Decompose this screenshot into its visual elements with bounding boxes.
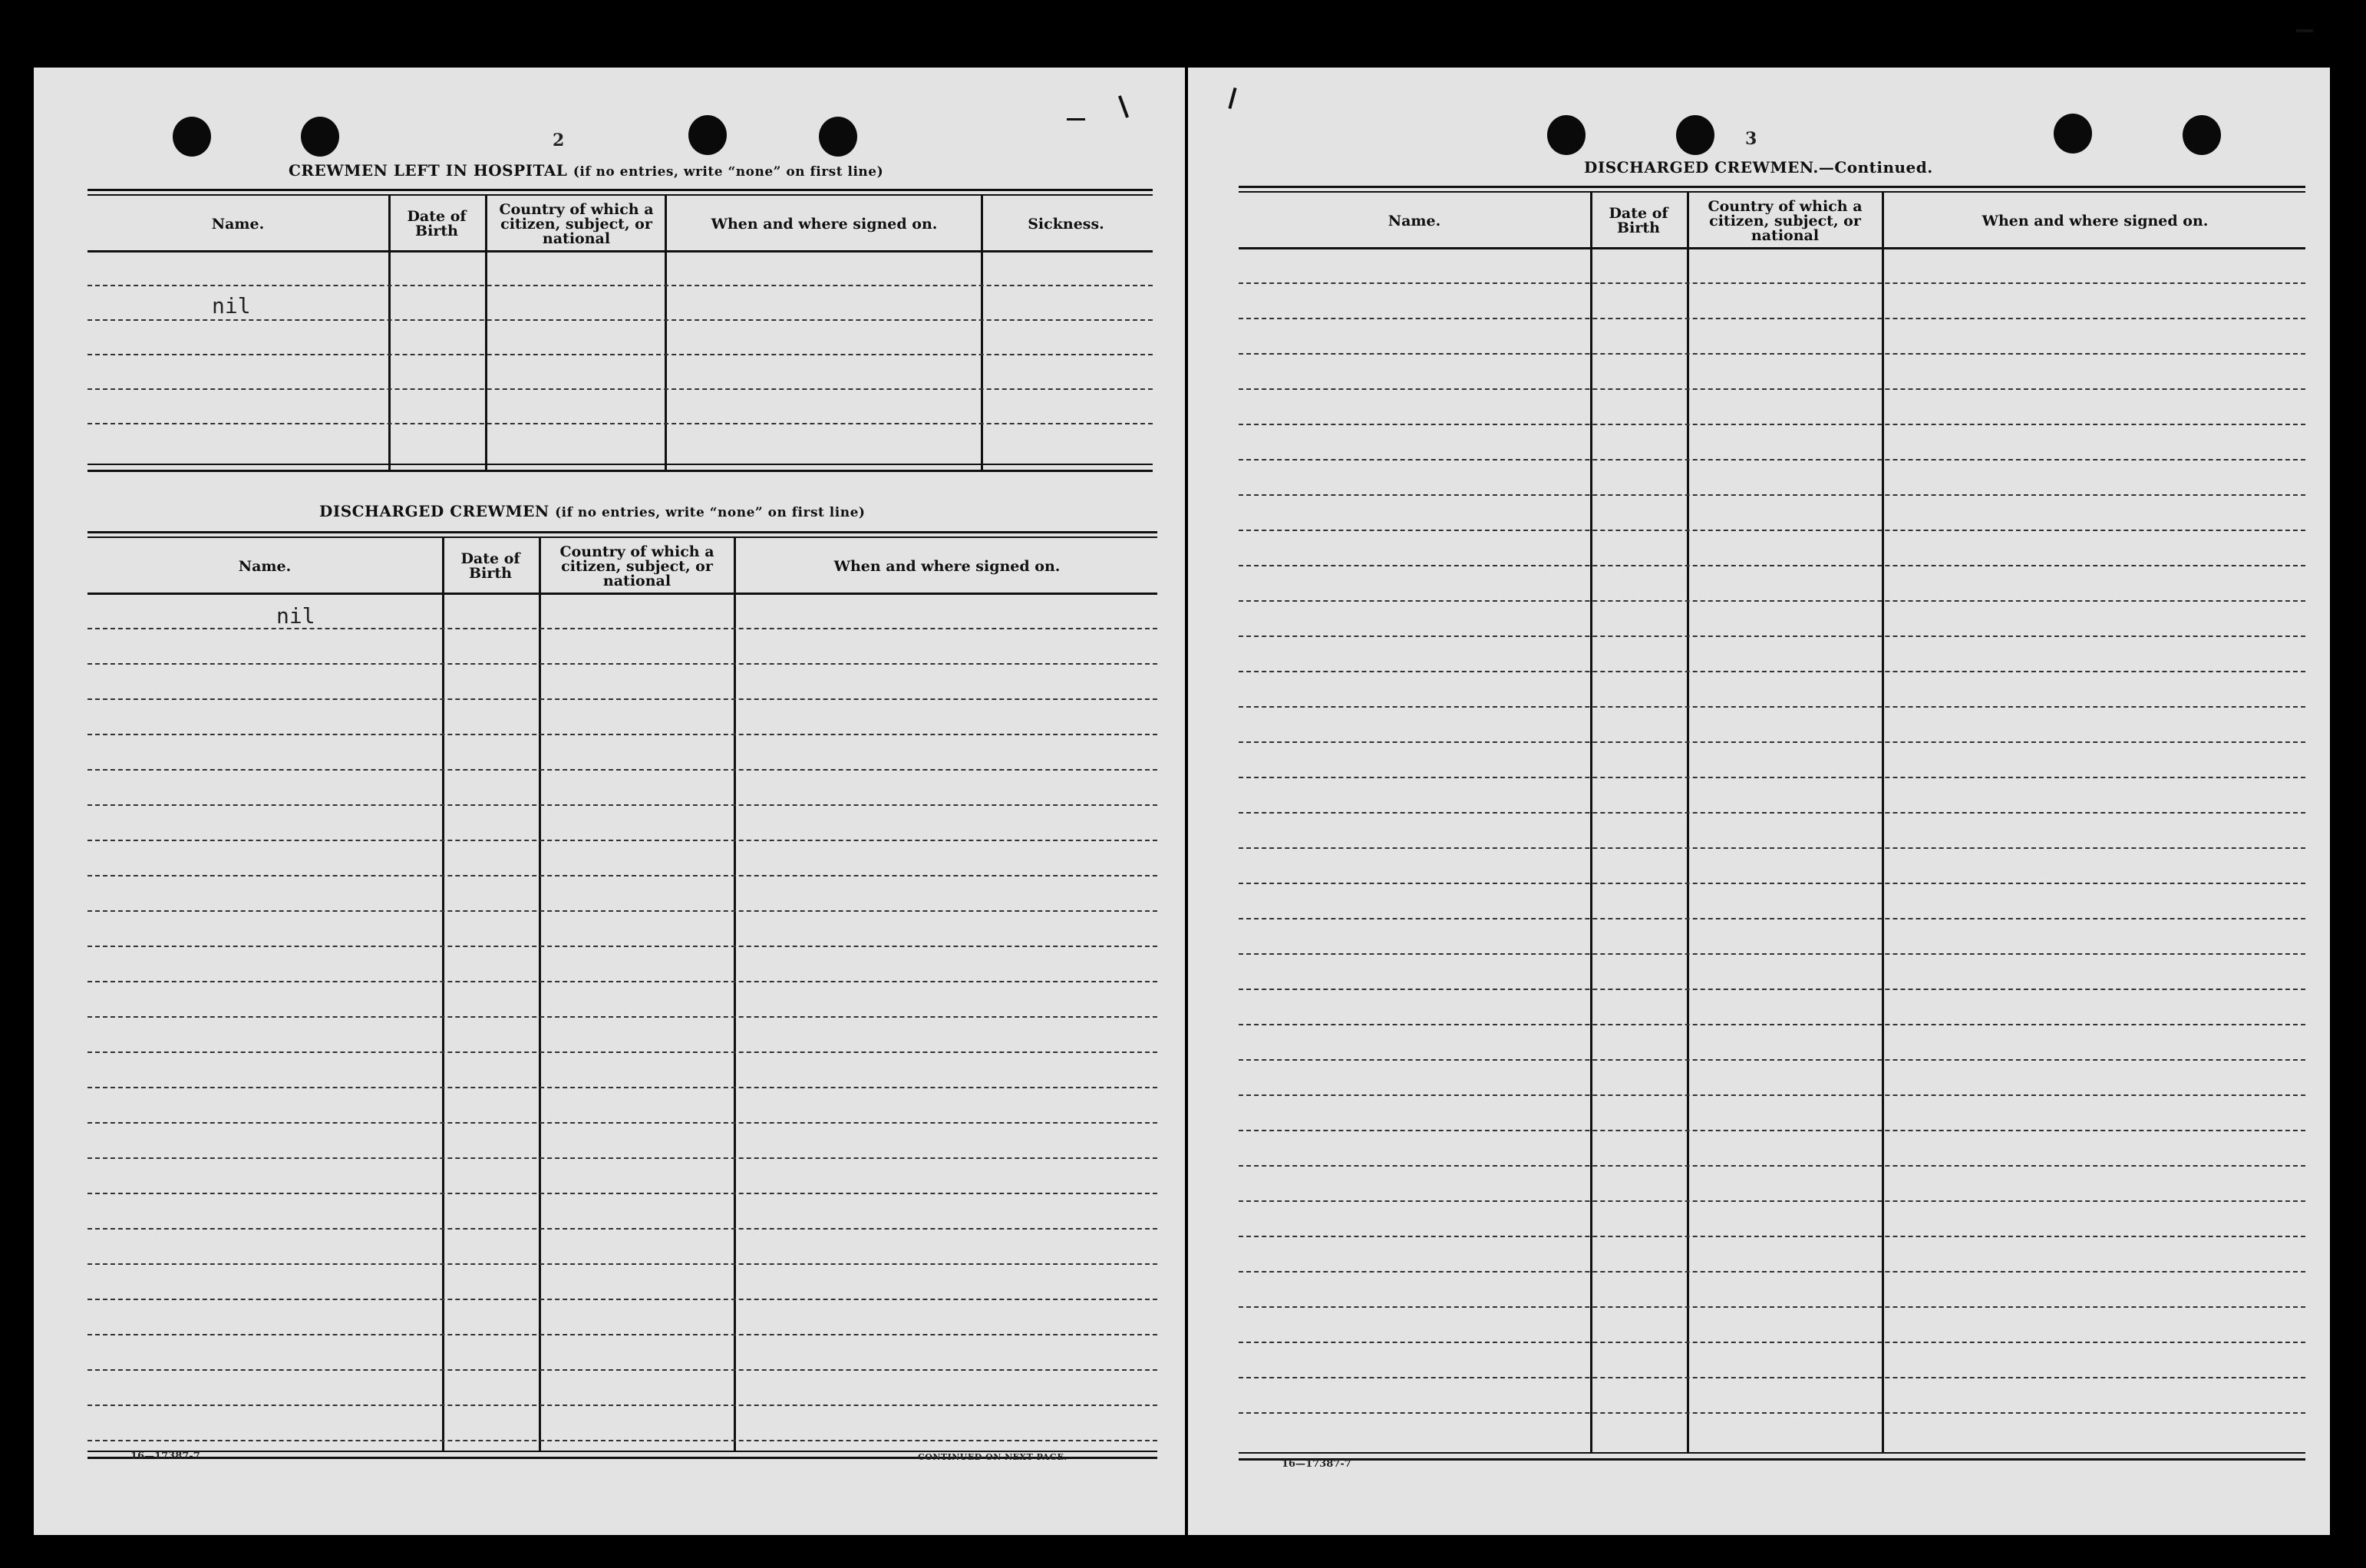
scan-mark: [1118, 95, 1129, 118]
column-header-date-of-birth: Date of Birth: [1609, 205, 1668, 236]
page-number: 3: [1745, 129, 1757, 149]
punch-hole: [1547, 115, 1586, 155]
column-header-name: Name.: [238, 557, 292, 575]
column-header-date-of-birth: Date of Birth: [407, 208, 467, 239]
form-number: 16—17387-7: [130, 1451, 200, 1462]
column-header-date-of-birth: Date of Birth: [460, 550, 520, 582]
scan-mark: [1228, 87, 1236, 109]
column-header-sickness: Sickness.: [1028, 215, 1104, 233]
column-header-country: Country of which a citizen, subject, or national: [1708, 197, 1863, 244]
page-number: 2: [553, 130, 565, 150]
hospital-table: [87, 189, 1153, 550]
continued-note: CONTINUED ON NEXT PAGE.: [918, 1452, 1068, 1462]
punch-hole: [301, 117, 339, 157]
punch-hole: [819, 117, 857, 157]
punch-hole: [1676, 115, 1714, 155]
column-header-signed-on: When and where signed on.: [833, 557, 1061, 575]
right-page: [1188, 68, 2330, 1535]
column-header-signed-on: When and where signed on.: [711, 215, 938, 233]
discharged-continued-table: [1239, 186, 2305, 1521]
discharged-table: [87, 531, 1157, 1483]
punch-hole: [688, 115, 727, 155]
punch-hole: [2054, 114, 2092, 153]
discharged-entry: nil: [276, 603, 315, 629]
column-header-country: Country of which a citizen, subject, or national: [499, 200, 654, 247]
scan-mark: [1067, 118, 1085, 120]
scan-edge-mark: [2296, 29, 2313, 32]
column-header-country: Country of which a citizen, subject, or national: [559, 543, 714, 589]
punch-hole: [2183, 115, 2221, 155]
hospital-entry: nil: [212, 293, 251, 319]
hospital-section-title: CREWMEN LEFT IN HOSPITAL (if no entries, write “none” on first line): [289, 161, 884, 180]
column-header-name: Name.: [211, 215, 265, 233]
discharged-continued-title: DISCHARGED CREWMEN.—Continued.: [1584, 158, 1933, 177]
column-header-signed-on: When and where signed on.: [1982, 212, 2209, 229]
punch-hole: [173, 117, 211, 157]
left-page: [34, 68, 1185, 1535]
discharged-section-title: DISCHARGED CREWMEN (if no entries, write “none” on first line): [319, 502, 866, 520]
column-header-name: Name.: [1388, 212, 1441, 229]
form-number: 16—17387-7: [1282, 1458, 1351, 1470]
